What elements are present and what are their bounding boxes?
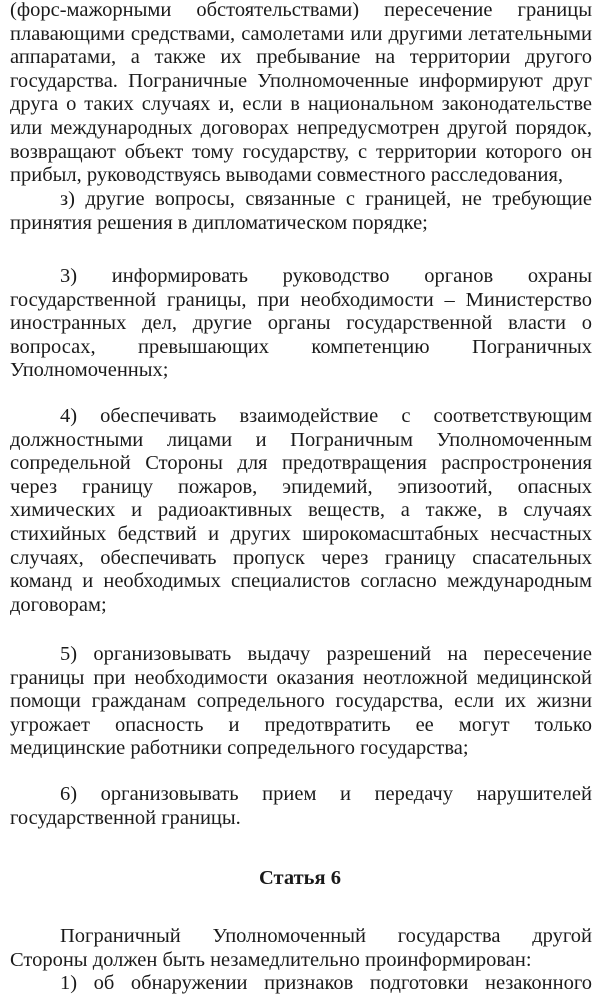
text-line: договорам; [10,593,107,616]
text-line: через границу пожаров, эпидемий, эпизоотий, опасных [10,475,592,498]
text-line: возвращают объект тому государству, с территории которого он [10,140,592,163]
paragraph [10,925,592,972]
text-line: команд и необходимых специалистов согласно международным [10,570,592,593]
text-line: стихийных бедствий и других широкомасштабных несчастных [10,522,592,545]
text-line: или международных договорах непредусмотрен другой порядок, [10,116,592,139]
text-line: Стороны должен быть незамедлительно проинформирован: [10,948,532,971]
article-heading: Статья 6 [259,867,341,889]
text-line: угрожает опасность и предотвратить ее могут только [10,713,592,736]
text-line: вопросах, превышающих компетенцию Пограничных [10,335,592,358]
text-line: должностными лицами и Пограничным Уполномоченным [10,428,592,451]
text-line: Уполномоченных; [10,359,169,382]
text-line: химических и радиоактивных веществ, а также, в случаях [10,499,592,522]
text-line: государства. Пограничные Уполномоченные информируют друг [10,69,592,92]
paragraph [10,188,592,235]
text-line: 1) об обнаружении признаков подготовки незаконного [60,972,592,994]
paragraph [10,265,592,383]
paragraph [10,972,592,996]
text-line: 4) обеспечивать взаимодействие с соответствующим [60,405,592,427]
text-line: сопредельной Стороны для предотвращения распростронения [10,452,592,475]
text-line: аппаратами, а также их пребывание на территории другого [10,46,592,69]
text-line: государственной границы, при необходимости – Министерство [10,288,592,311]
text-line: случаях, обеспечивать пропуск через границу спасательных [10,546,592,569]
text-line: плавающими средствами, самолетами или другими летательными [10,22,592,45]
text-line: прибыл, руководствуясь выводами совместного расследования, [10,164,564,187]
paragraph [10,783,592,830]
text-line: друга о таких случаях и, если в национальном законодательстве [10,93,592,116]
text-line: иностранных дел, другие органы государственной власти о [10,312,592,335]
paragraph [10,643,592,761]
text-line: з) другие вопросы, связанные с границей, не требующие [60,188,592,210]
text-line: (форс-мажорными обстоятельствами) пересечение границы [10,0,592,21]
text-line: 5) организовывать выдачу разрешений на пересечение [60,643,592,665]
text-line: Пограничный Уполномоченный государства другой [60,925,592,947]
text-line: 3) информировать руководство органов охраны [60,265,592,287]
text-line: государственной границы. [10,806,241,829]
text-line: медицинские работники сопредельного государства; [10,737,469,760]
text-line: принятия решения в дипломатическом порядке; [10,211,428,234]
text-line: помощи гражданам сопредельного государства, если их жизни [10,690,592,713]
text-line: 6) организовывать прием и передачу нарушителей [60,783,592,805]
text-line: границы при необходимости оказания неотложной медицинской [10,666,592,689]
paragraph [10,405,592,617]
paragraph [10,0,592,188]
